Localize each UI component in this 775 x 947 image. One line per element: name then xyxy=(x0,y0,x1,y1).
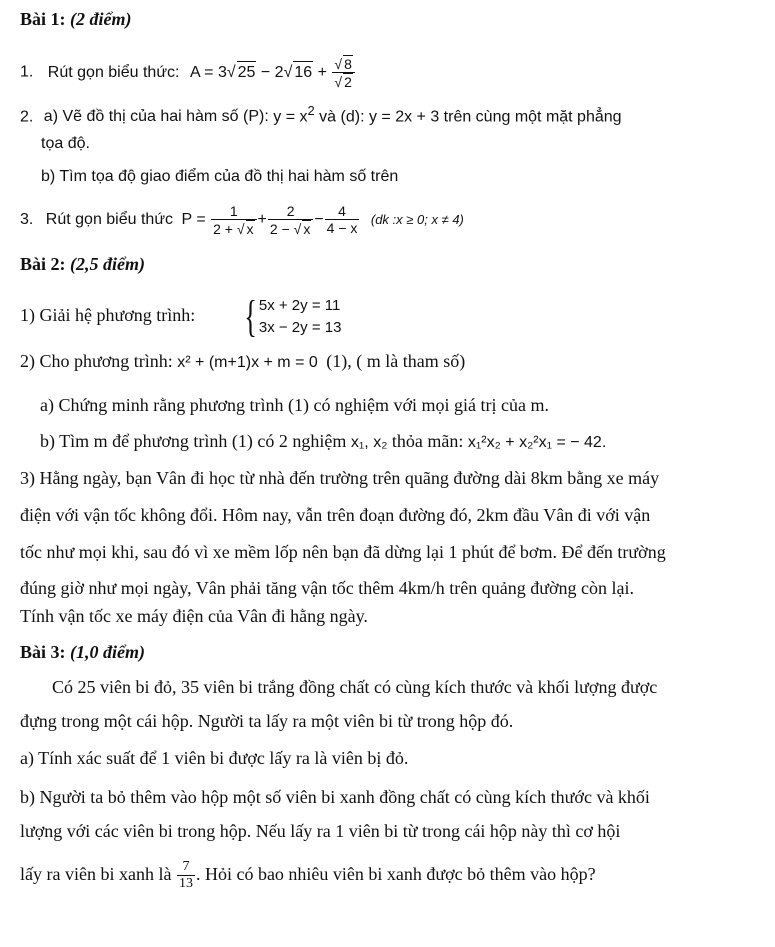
exponent: 2 xyxy=(307,103,315,118)
bai1-heading xyxy=(20,8,132,30)
expr-part: − 2 xyxy=(256,63,284,81)
equation-system xyxy=(240,290,342,340)
frac-den: 13 xyxy=(178,876,193,892)
bai2-q3-line: điện với vận tốc không đổi. Hôm nay, vẫn trên đoạn đường đó, 2km đầu Vân đi với vận xyxy=(20,505,651,525)
sqrt-x: x xyxy=(303,220,311,237)
bai1-q3: 3. Rút gọn biểu thức P = $\frac{1}{2 + √ x}$ + $\frac{2}{2 - √ x}$ − $\frac{4}{4 - x}$ (dk :x ≥ 0; x ≠ 4) xyxy=(20,202,464,237)
bai2-q2b xyxy=(40,430,606,454)
expr-part: A = 3 xyxy=(189,63,227,81)
frac-num: 2 xyxy=(268,203,313,220)
frac-den: 2 − xyxy=(269,220,294,237)
frac-num: 1 xyxy=(211,203,256,220)
bai3-intro-line: Có 25 viên bi đỏ, 35 viên bi trắng đồng chất có cùng kích thước và khối lượng được xyxy=(52,677,658,697)
sqrt-2: 2 xyxy=(344,74,352,90)
bai2-q2b-text: thỏa mãn: xyxy=(387,431,468,451)
bai1-points: (2 điểm) xyxy=(70,9,132,29)
bai1-q2a-text: trên cùng một mặt phẳng xyxy=(439,108,622,126)
roots-vars: x₁, x₂ xyxy=(350,434,388,451)
bai2-q2b-text: b) Tìm m để phương trình (1) có 2 nghiệm xyxy=(40,431,351,451)
frac-num: 7 xyxy=(177,859,195,876)
bai1-q1-expression: A = 3√ 25 − 2√ 16 + $\frac{√ 8}{√ 2}$ xyxy=(190,64,356,81)
bai1-q2a-text: a) Vẽ đồ thị của hai hàm số (P): xyxy=(43,108,274,126)
bai1-q2a-text: và (d): xyxy=(314,108,369,126)
fraction-sqrt8-sqrt2: $\frac{√ 8}{√ 2}$ xyxy=(332,55,354,90)
bai1-q2a xyxy=(20,100,622,128)
roots-condition: x₁²x₂ + x₂²x₁ = − 42. xyxy=(467,434,607,451)
bai2-q2 xyxy=(20,350,465,374)
fraction-2: $\frac{2}{2 - √ x}$ xyxy=(268,203,313,237)
bai1-q2a-cont: tọa độ. xyxy=(41,135,90,152)
bai2-q2a: a) Chứng minh rằng phương trình (1) có nghiệm với mọi giá trị của m. xyxy=(40,395,549,415)
parabola-expr: y = x xyxy=(273,108,308,126)
equation-expr: x² + (m+1)x + m = 0 xyxy=(177,354,318,371)
equation-2: 3x − 2y = 13 xyxy=(258,318,342,336)
fraction-3 xyxy=(325,203,360,236)
sqrt-16: 16 xyxy=(293,61,313,84)
bai3-qb-line: lượng với các viên bi trong hộp. Nếu lấy ra 1 viên bi từ trong cái hộp này thì cơ hội xyxy=(20,821,621,841)
line-expr: y = 2x + 3 xyxy=(368,108,440,126)
sqrt-x: x xyxy=(246,220,254,237)
bai1-q2-number: 2. xyxy=(20,108,34,126)
bai3-qa: a) Tính xác suất để 1 viên bi được lấy ra là viên bị đỏ. xyxy=(20,748,409,768)
sqrt-25: 25 xyxy=(237,61,257,84)
bai1-q1-number: 1. xyxy=(20,63,34,81)
bai1-q2b: b) Tìm tọa độ giao điểm của đồ thị hai hàm số trên xyxy=(41,168,399,185)
frac-num: 4 xyxy=(325,203,360,220)
bai3-points: (1,0 điểm) xyxy=(70,642,145,662)
fraction-7-13 xyxy=(177,859,195,892)
bai1-q1 xyxy=(20,55,356,90)
bai3-qb-last xyxy=(20,852,596,896)
bai2-q1 xyxy=(20,290,341,340)
frac-den: 4 − x xyxy=(326,220,358,237)
bai3-intro-line: đựng trong một cái hộp. Người ta lấy ra một viên bi từ trong hộp đó. xyxy=(20,711,514,731)
frac-den: 2 + xyxy=(213,220,237,237)
bai3-qb-line: b) Người ta bỏ thêm vào hộp một số viên bi xanh đồng chất có cùng kích thước và khối xyxy=(20,787,650,807)
fraction-1: $\frac{1}{2 + √ x}$ xyxy=(211,203,256,237)
bai1-q3-text: Rút gọn biểu thức xyxy=(45,211,174,228)
bai2-heading xyxy=(20,253,145,275)
bai2-q3-line: 3) Hằng ngày, bạn Vân đi học từ nhà đến trường trên quãng đường dài 8km bằng xe máy xyxy=(20,468,660,488)
expr-part: + xyxy=(313,63,332,81)
bai2-q3-line: Tính vận tốc xe máy điện của Vân đi hằng ngày. xyxy=(20,606,368,626)
bai1-title: Bài 1: xyxy=(20,9,66,29)
bai2-q2-text: 2) Cho phương trình: xyxy=(20,351,178,371)
bai1-q1-text: Rút gọn biểu thức: xyxy=(47,63,180,81)
bai3-qb-text: . Hỏi có bao nhiêu viên bi xanh được bỏ thêm vào hộp? xyxy=(195,864,596,884)
bai2-q2-text: (1), ( m là tham số) xyxy=(326,351,466,371)
brace-icon: { xyxy=(243,291,257,341)
equation-1: 5x + 2y = 11 xyxy=(258,296,341,314)
bai3-title: Bài 3: xyxy=(20,642,66,662)
bai3-qb-text: lấy ra viên bi xanh là xyxy=(20,864,176,884)
bai2-title: Bài 2: xyxy=(20,254,66,274)
bai1-q3-number: 3. xyxy=(20,211,34,228)
bai2-q1-text: 1) Giải hệ phương trình: xyxy=(20,305,196,325)
bai2-q3-line: đúng giờ như mọi ngày, Vân phải tăng vận tốc thêm 4km/h trên quảng đường còn lại. xyxy=(20,578,634,598)
sqrt-8: 8 xyxy=(344,56,352,72)
condition: (dk :x ≥ 0; x ≠ 4) xyxy=(370,212,464,227)
expr-part: P = xyxy=(181,211,211,228)
bai2-q3-line: tốc như mọi khi, sau đó vì xe mềm lốp nên bạn đã dừng lại 1 phút để bơm. Để đến trường xyxy=(20,542,666,562)
bai2-points: (2,5 điểm) xyxy=(70,254,145,274)
bai3-heading xyxy=(20,641,145,663)
